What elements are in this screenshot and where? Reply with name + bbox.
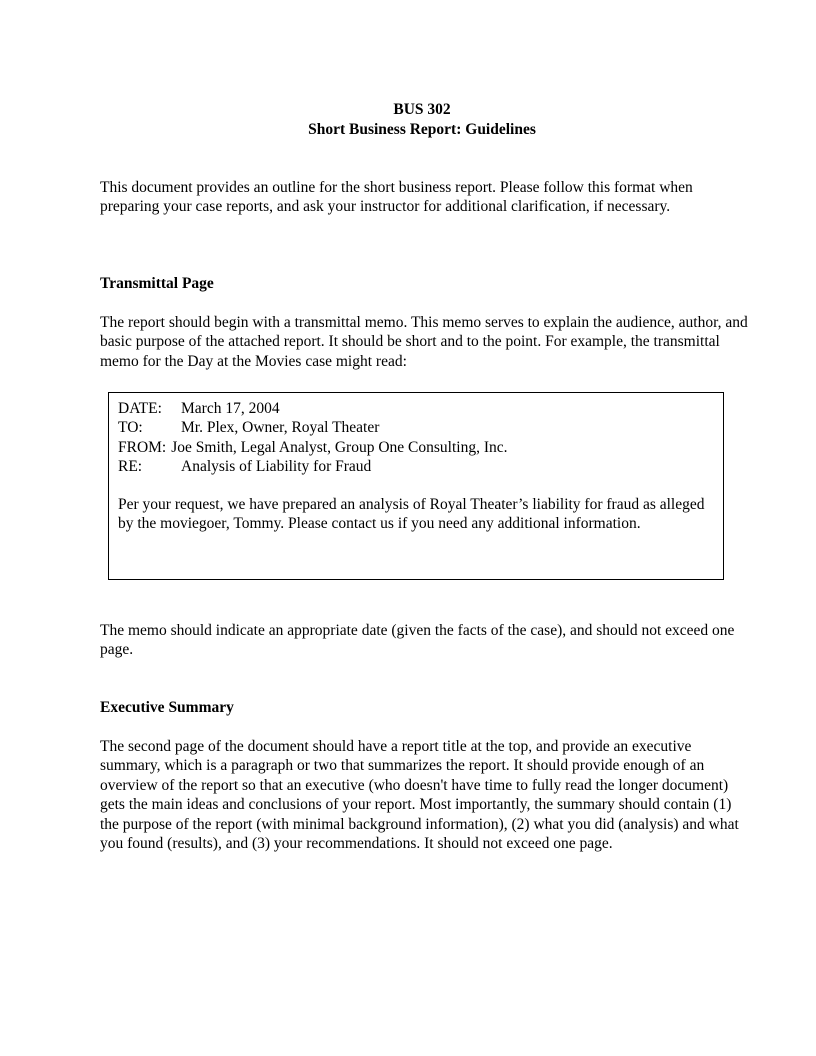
memo-to-label: TO: xyxy=(118,419,143,437)
memo-from-value: Joe Smith, Legal Analyst, Group One Consulting, Inc. xyxy=(171,438,508,456)
transmittal-paragraph: The report should begin with a transmittal memo. This memo serves to explain the audience, author, and basic purpose of the attached report. It should be short and to the point. For example, the transmittal memo for the Day at the Movies case might read: xyxy=(100,314,748,370)
memo-note-paragraph: The memo should indicate an appropriate date (given the facts of the case), and should not exceed one page. xyxy=(100,622,735,659)
intro-paragraph: This document provides an outline for the short business report. Please follow this format when preparing your case reports, and ask your instructor for additional clarification, if necessary. xyxy=(100,179,693,216)
sample-memo-box xyxy=(108,392,724,580)
memo-header-lines xyxy=(118,399,507,477)
memo-date-label: DATE: xyxy=(118,400,162,417)
transmittal-heading: Transmittal Page xyxy=(100,275,214,292)
memo-from-label: FROM: xyxy=(118,438,167,456)
memo-re-value: Analysis of Liability for Fraud xyxy=(181,458,372,476)
title-block xyxy=(0,100,816,140)
executive-summary-heading: Executive Summary xyxy=(100,699,234,716)
memo-re-label: RE: xyxy=(118,458,143,476)
document-title: Short Business Report: Guidelines xyxy=(308,121,536,138)
memo-to-row xyxy=(118,418,507,437)
memo-to-value: Mr. Plex, Owner, Royal Theater xyxy=(181,419,380,437)
memo-date-value: March 17, 2004 xyxy=(181,400,280,417)
memo-date-row xyxy=(118,399,507,418)
memo-from-row xyxy=(118,438,507,457)
executive-summary-paragraph: The second page of the document should have a report title at the top, and provide an executive summary, which is a paragraph or two that summarizes the report. It should provide enough of an overview of the report so that an executive (who doesn't have time to fully read the longer document) gets the main ideas and conclusions of your report. Most importantly, the summary should contain (1) the purpose of the report (with minimal background information), (2) what you did (analysis) and what you found (results), and (3) your recommendations. It should not exceed one page. xyxy=(100,738,739,853)
memo-re-row xyxy=(118,457,507,476)
memo-body: Per your request, we have prepared an analysis of Royal Theater’s liability for fraud as alleged by the moviegoer, Tommy. Please contact us if you need any additional information. xyxy=(118,496,705,533)
course-code: BUS 302 xyxy=(393,101,451,118)
